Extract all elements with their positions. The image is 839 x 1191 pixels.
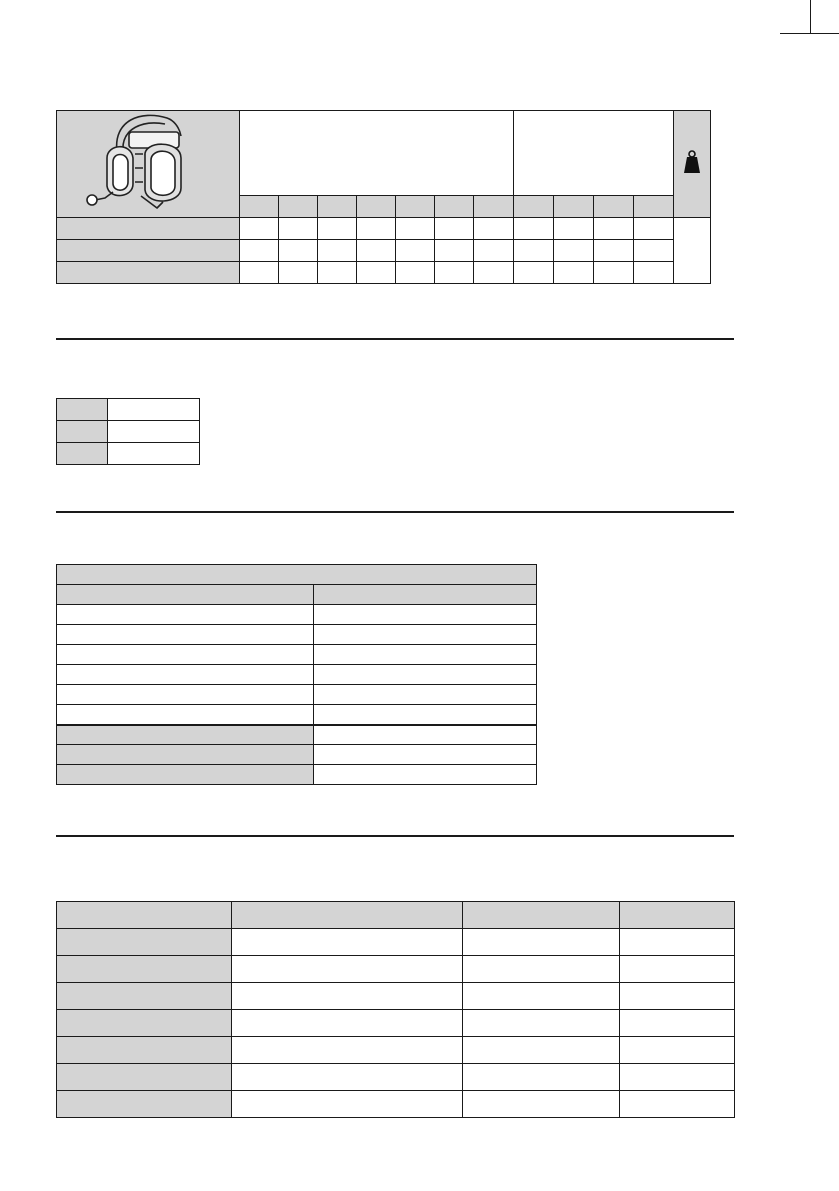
- table-cell: [357, 240, 396, 262]
- table-row: [57, 443, 200, 465]
- table-cell: [594, 262, 634, 284]
- row-label: [57, 218, 240, 240]
- table-cell: [357, 218, 396, 240]
- row-label: [57, 240, 240, 262]
- col-header: [232, 902, 463, 929]
- table-cell: [279, 262, 318, 284]
- table-cell: [318, 262, 357, 284]
- table-cell: [474, 218, 514, 240]
- table-row: [57, 1091, 735, 1118]
- section-divider: [56, 338, 734, 340]
- table-cell: [463, 956, 620, 983]
- row-value: [108, 443, 200, 465]
- row-value: [108, 421, 200, 443]
- table-cell: [279, 218, 318, 240]
- table-cell: [57, 625, 314, 645]
- table-cell: [463, 929, 620, 956]
- table-cell: [620, 1091, 735, 1118]
- table-cell: [232, 1091, 463, 1118]
- row-key: [57, 443, 108, 465]
- table-row: [57, 745, 537, 765]
- table-cell: [474, 262, 514, 284]
- col-header: [357, 196, 396, 218]
- small-table: [56, 398, 200, 465]
- col-header: [435, 196, 474, 218]
- spec-table-title: [57, 565, 537, 585]
- row-label: [57, 1037, 232, 1064]
- weight-icon: [683, 150, 701, 174]
- table-cell: [463, 1037, 620, 1064]
- col-header: [474, 196, 514, 218]
- table-cell: [554, 262, 594, 284]
- col-header: [514, 196, 554, 218]
- table-cell: [634, 240, 674, 262]
- table-cell: [314, 705, 537, 725]
- table-cell: [232, 1037, 463, 1064]
- spec-header: [57, 585, 314, 605]
- bottom-table: [56, 901, 735, 1118]
- table-row: [57, 725, 537, 745]
- table-cell: [620, 983, 735, 1010]
- table-row: [57, 983, 735, 1010]
- row-label: [57, 956, 232, 983]
- table-cell: [57, 725, 314, 745]
- table-row: [57, 625, 537, 645]
- crop-mark-horizontal: [780, 33, 839, 34]
- table-row: [57, 956, 735, 983]
- row-label: [57, 262, 240, 284]
- table-cell: [232, 956, 463, 983]
- table-cell: [474, 240, 514, 262]
- table-cell: [314, 645, 537, 665]
- table-row: [57, 399, 200, 421]
- table-row: [57, 240, 711, 262]
- table-cell: [57, 685, 314, 705]
- table-cell: [554, 218, 594, 240]
- table-cell: [318, 240, 357, 262]
- col-header: [620, 902, 735, 929]
- col-header: [463, 902, 620, 929]
- table-cell: [57, 745, 314, 765]
- crop-mark-vertical: [810, 0, 811, 34]
- table-cell: [314, 605, 537, 625]
- table-cell: [57, 765, 314, 785]
- table-row: [57, 421, 200, 443]
- table-cell: [554, 240, 594, 262]
- table-cell: [240, 240, 279, 262]
- table-cell: [620, 1037, 735, 1064]
- table-cell: [514, 240, 554, 262]
- table-cell: [318, 218, 357, 240]
- spec-header: [314, 585, 537, 605]
- table-cell: [396, 262, 435, 284]
- col-header: [634, 196, 674, 218]
- product-table: [56, 110, 711, 284]
- table-cell: [232, 983, 463, 1010]
- table-row: [57, 705, 537, 725]
- table-row: [57, 765, 537, 785]
- row-key: [57, 421, 108, 443]
- table-cell: [594, 240, 634, 262]
- table-cell: [620, 929, 735, 956]
- table-cell: [357, 262, 396, 284]
- table-cell: [514, 262, 554, 284]
- table-cell: [314, 665, 537, 685]
- header-group-1: [240, 111, 514, 196]
- row-key: [57, 399, 108, 421]
- row-label: [57, 1064, 232, 1091]
- col-header: [57, 902, 232, 929]
- table-row: [57, 1064, 735, 1091]
- col-header: [396, 196, 435, 218]
- table-cell: [279, 240, 318, 262]
- table-cell: [435, 218, 474, 240]
- table-cell: [314, 725, 537, 745]
- table-cell: [232, 929, 463, 956]
- col-header: [594, 196, 634, 218]
- table-cell: [435, 262, 474, 284]
- table-row: [57, 685, 537, 705]
- row-label: [57, 929, 232, 956]
- table-cell: [57, 645, 314, 665]
- table-cell: [232, 1010, 463, 1037]
- table-cell: [232, 1064, 463, 1091]
- table-cell: [634, 262, 674, 284]
- table-cell: [314, 625, 537, 645]
- row-label: [57, 1091, 232, 1118]
- table-cell: [463, 1064, 620, 1091]
- table-row: [57, 605, 537, 625]
- table-cell: [634, 218, 674, 240]
- section-divider: [56, 835, 734, 837]
- table-row: [57, 665, 537, 685]
- section-divider: [56, 511, 734, 513]
- headset-figure-cell: [57, 111, 240, 218]
- table-row: [57, 645, 537, 665]
- table-row: [57, 1010, 735, 1037]
- table-cell: [463, 1091, 620, 1118]
- spec-table: [56, 564, 537, 785]
- table-cell: [396, 240, 435, 262]
- table-cell: [240, 262, 279, 284]
- table-cell: [57, 705, 314, 725]
- row-value: [108, 399, 200, 421]
- table-cell: [620, 1010, 735, 1037]
- table-cell: [314, 745, 537, 765]
- header-group-2: [514, 111, 674, 196]
- col-header: [240, 196, 279, 218]
- col-header: [318, 196, 357, 218]
- table-cell: [620, 1064, 735, 1091]
- weight-value: [674, 218, 711, 284]
- table-row: [57, 929, 735, 956]
- table-row: [57, 262, 711, 284]
- table-cell: [435, 240, 474, 262]
- table-row: [57, 218, 711, 240]
- weight-header-cell: [674, 111, 711, 218]
- table-cell: [463, 983, 620, 1010]
- col-header: [554, 196, 594, 218]
- table-cell: [396, 218, 435, 240]
- row-label: [57, 1010, 232, 1037]
- headset-icon: [83, 112, 213, 212]
- table-cell: [240, 218, 279, 240]
- table-cell: [57, 605, 314, 625]
- table-cell: [57, 665, 314, 685]
- table-cell: [463, 1010, 620, 1037]
- table-cell: [620, 956, 735, 983]
- table-cell: [594, 218, 634, 240]
- table-cell: [514, 218, 554, 240]
- table-row: [57, 1037, 735, 1064]
- col-header: [279, 196, 318, 218]
- table-cell: [314, 765, 537, 785]
- row-label: [57, 983, 232, 1010]
- table-cell: [314, 685, 537, 705]
